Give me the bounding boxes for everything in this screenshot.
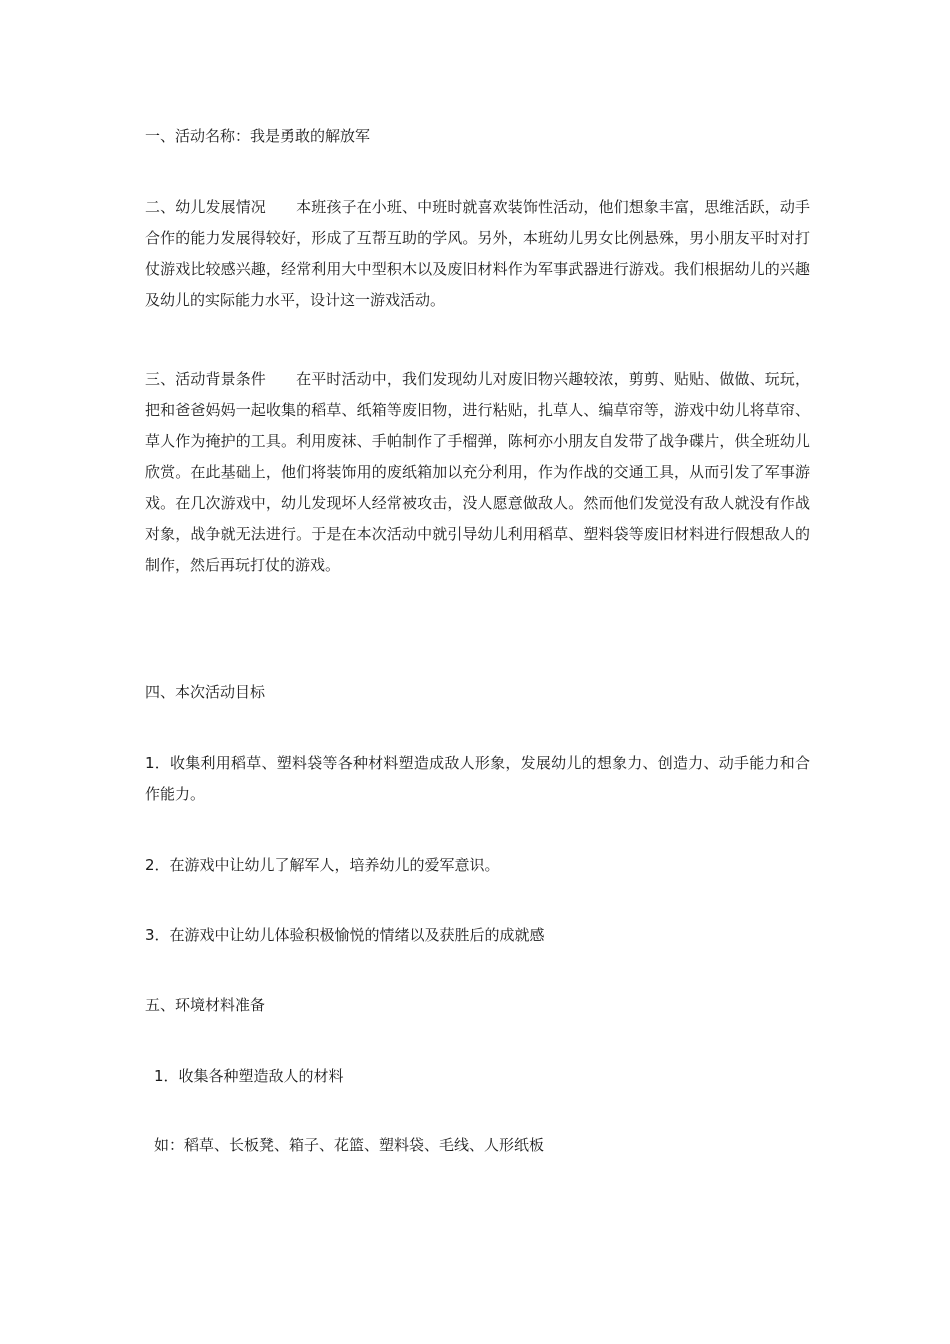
section-child-development: 二、幼儿发展情况 本班孩子在小班、中班时就喜欢装饰性活动，他们想象丰富，思维活跃，动手合作的能力发展得较好，形成了互帮互助的学风。另外，本班幼儿男女比例悬殊，男小朋友平时对打仗游戏比较感兴趣，经常利用大中型积木以及废旧材料作为军事武器进行游戏。我们根据幼儿的兴趣及幼儿的实际能力水平，设计这一游戏活动。 <box>145 198 810 309</box>
section-background-conditions: 三、活动背景条件 在平时活动中，我们发现幼儿对废旧物兴趣较浓，剪剪、贴贴、做做、玩玩，把和爸爸妈妈一起收集的稻草、纸箱等废旧物，进行粘贴，扎草人、编草帘等，游戏中幼儿将草帘、草人作为掩护的工具。利用废袜、手帕制作了手榴弹，陈柯亦小朋友自发带了战争碟片，供全班幼儿欣赏。在此基础上，他们将装饰用的废纸箱加以充分利用，作为作战的交通工具，从而引发了军事游戏。在几次游戏中，幼儿发现坏人经常被攻击，没人愿意做敌人。然而他们发觉没有敌人就没有作战对象，战争就无法进行。于是在本次活动中就引导幼儿利用稻草、塑料袋等废旧材料进行假想敌人的制作，然后再玩打仗的游戏。 <box>145 370 810 574</box>
section-activity-name: 一、活动名称：我是勇敢的解放军 <box>145 127 371 145</box>
goal-item-1: 1．收集利用稻草、塑料袋等各种材料塑造成敌人形象，发展幼儿的想象力、创造力、动手能力和合作能力。 <box>145 754 810 803</box>
goal-item-2: 2．在游戏中让幼儿了解军人，培养幼儿的爱军意识。 <box>145 856 500 874</box>
section-materials-heading: 五、环境材料准备 <box>145 996 266 1014</box>
goal-item-3: 3．在游戏中让幼儿体验积极愉悦的情绪以及获胜后的成就感 <box>145 926 545 944</box>
prep-item-1: 1．收集各种塑造敌人的材料 <box>154 1067 344 1085</box>
prep-item-1-examples: 如：稻草、长板凳、箱子、花篮、塑料袋、毛线、人形纸板 <box>154 1136 545 1154</box>
section-activity-goals-heading: 四、本次活动目标 <box>145 683 266 701</box>
